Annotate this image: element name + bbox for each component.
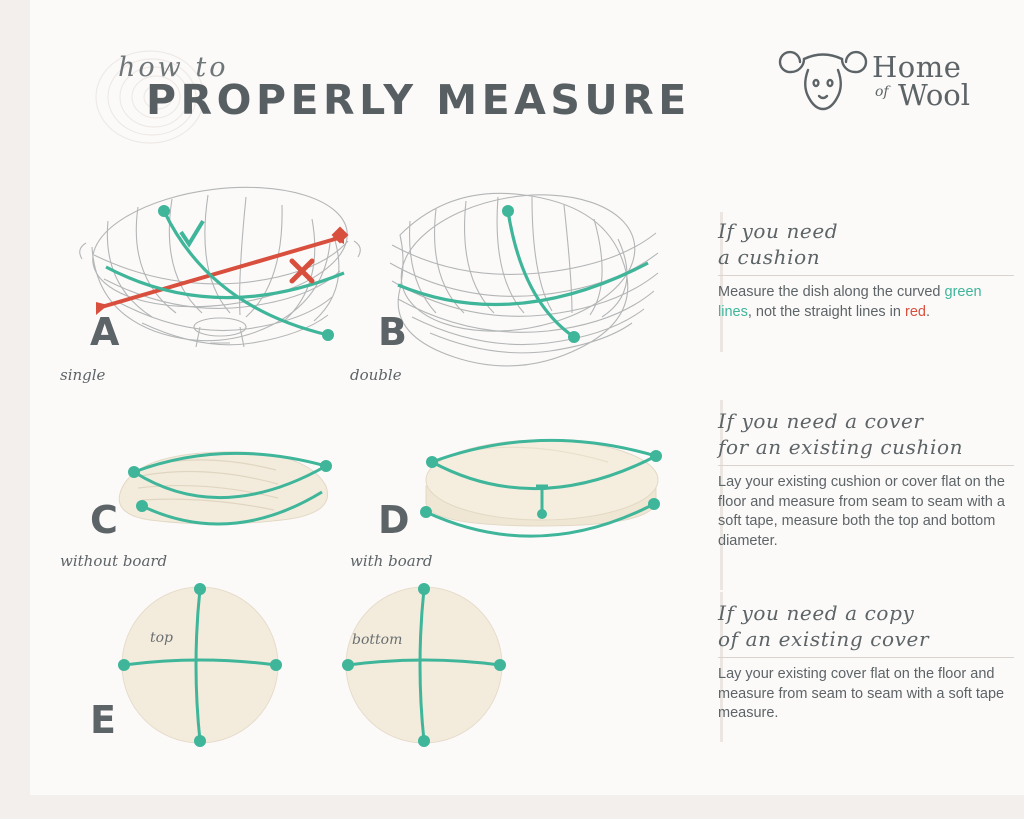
- figure-c-cushion-without-board: [60, 410, 380, 570]
- panel-3-rule: [718, 657, 1014, 658]
- page-title: PROPERLY MEASURE: [146, 76, 691, 124]
- brand-logo: [780, 48, 980, 120]
- panel-1-body-post: .: [925, 303, 930, 320]
- figure-d-letter: D: [378, 498, 410, 542]
- figure-d-cushion-with-board: [350, 400, 670, 570]
- figure-a-caption: single: [60, 366, 106, 384]
- figure-b-caption: double: [350, 366, 402, 384]
- panel-2-body: Lay your existing cushion or cover flat on the floor and measure from seam to seam with a soft tape, measure both the top and bottom diameter.: [718, 474, 1005, 549]
- panel-1-rule: [718, 275, 1014, 276]
- panel-1-body-mid: , not the straight lines in: [747, 303, 905, 320]
- panel-1-body: [718, 283, 1002, 322]
- panel-1-body-green: green lines: [718, 284, 982, 320]
- red-cross-icon: [292, 261, 312, 281]
- infographic-canvas: [30, 0, 1024, 795]
- page-title-script: how to: [118, 52, 229, 83]
- figure-e-sublabel-bottom: bottom: [352, 632, 403, 648]
- page-left-edge: [0, 0, 30, 819]
- green-check-icon: [181, 221, 203, 244]
- figure-e-letter: E: [90, 698, 116, 742]
- figure-e-sublabel-top: top: [150, 630, 174, 646]
- figure-d-caption: with board: [350, 552, 433, 570]
- logo-word-wool: Wool: [898, 78, 971, 112]
- brand-logo-text: [872, 50, 971, 112]
- figure-a-letter: A: [90, 310, 120, 354]
- logo-word-of: of: [875, 84, 889, 100]
- figure-c-caption: without board: [60, 552, 168, 570]
- panel-2-title-line2: for an existing cushion: [718, 435, 964, 459]
- panel-3-title-line2: of an existing cover: [718, 627, 930, 651]
- panel-2-title-line1: If you need a cover: [718, 409, 924, 433]
- page-bottom-edge: [0, 795, 1024, 819]
- panel-3-title: [718, 600, 929, 652]
- panel-1-body-red: red: [905, 303, 926, 320]
- panel-2-title: [718, 408, 963, 460]
- figure-c-letter: C: [90, 498, 118, 542]
- panel-1-title-line1: If you need: [718, 219, 839, 243]
- panel-1-title-line2: a cushion: [718, 245, 821, 269]
- panel-3-title-line1: If you need a copy: [718, 601, 915, 625]
- logo-word-home: Home: [872, 50, 962, 84]
- panel-2-rule: [718, 465, 1014, 466]
- figure-e-round-covers: [70, 560, 590, 770]
- panel-3-body: Lay your existing cover flat on the floor and measure from seam to seam with a soft tape measure.: [718, 666, 1005, 721]
- figure-b-letter: B: [378, 310, 407, 354]
- panel-1-body-pre: Measure the dish along the curved: [718, 284, 945, 300]
- ram-head-logo-icon: [780, 48, 866, 116]
- panel-1-title: [718, 218, 838, 270]
